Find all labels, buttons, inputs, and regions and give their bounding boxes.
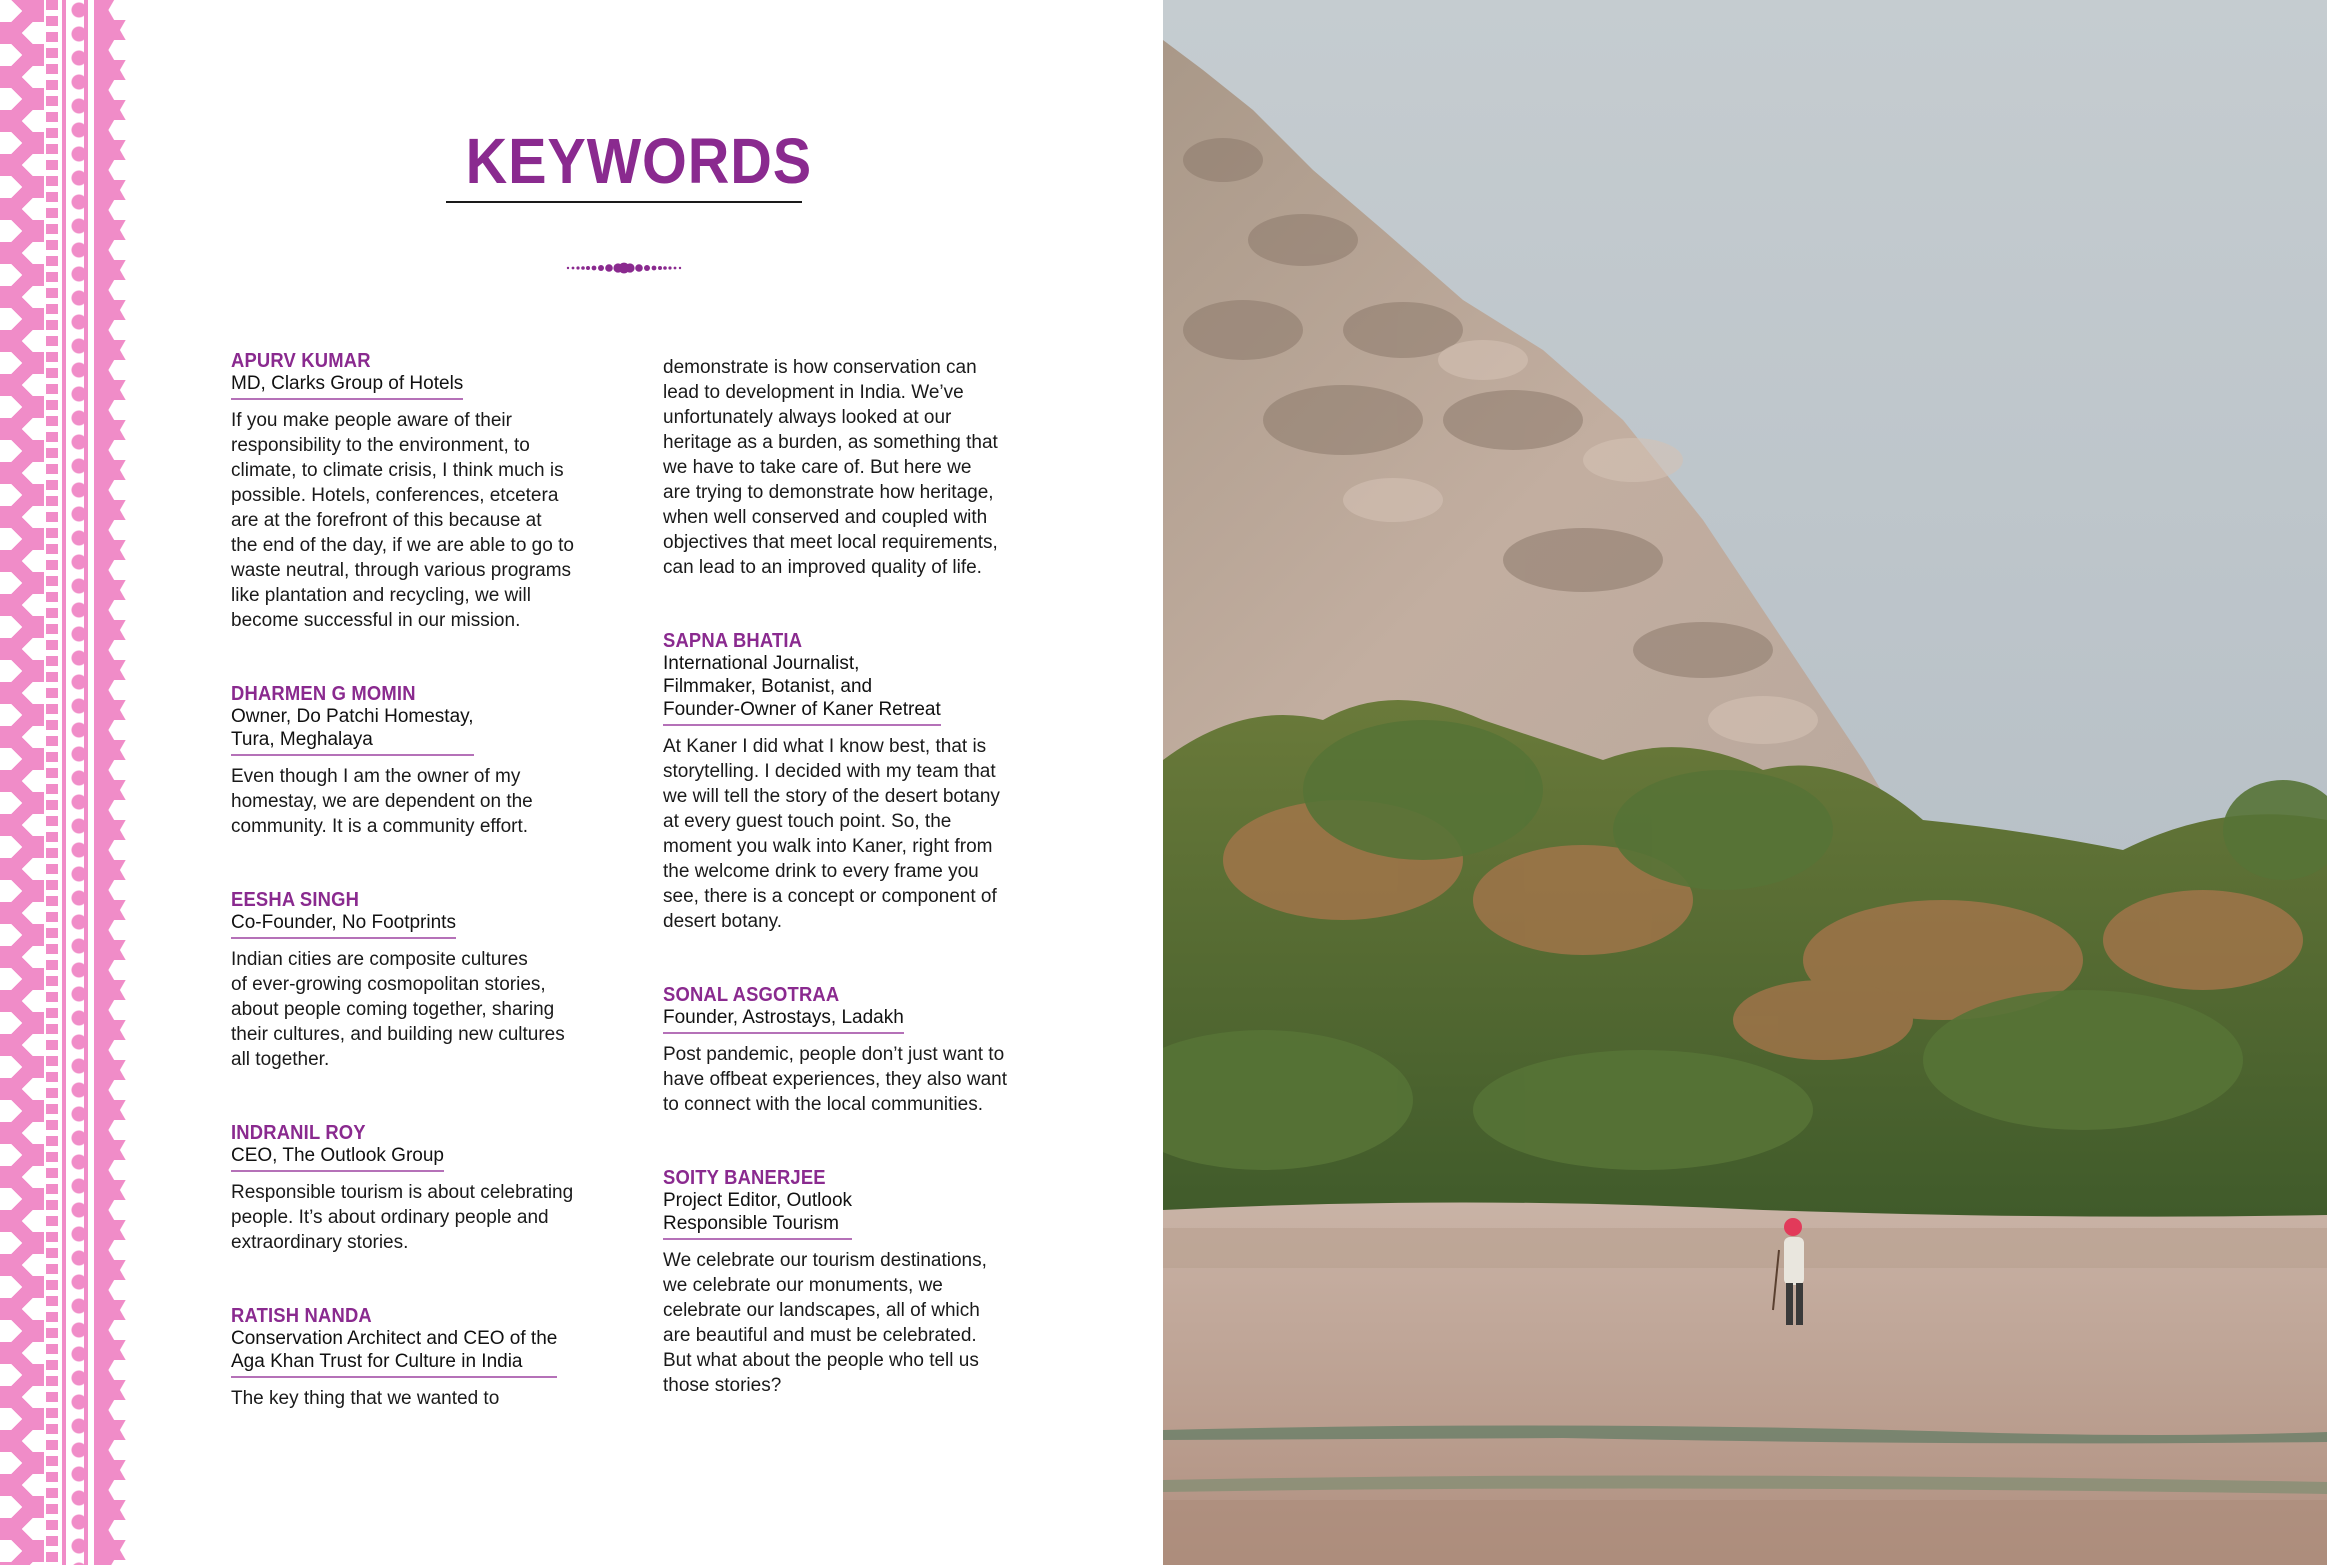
- speaker-role: MD, Clarks Group of Hotels: [231, 372, 463, 400]
- right-column: [663, 355, 1073, 1448]
- left-column: [231, 350, 631, 1461]
- quote-text: At Kaner I did what I know best, that is storytelling. I decided with my team that we will tell the story of the desert botany at every guest touch point. So, the moment you walk into Kaner, right from the welcome drink to every frame you see, there is a concept or component of desert botany.: [663, 736, 1000, 932]
- page-title: KEYWORDS: [465, 125, 813, 197]
- quote-entry: [663, 984, 1073, 1117]
- speaker-name: SONAL ASGOTRAA: [663, 984, 840, 1006]
- speaker-name: INDRANIL ROY: [231, 1122, 366, 1144]
- quote-entry: [663, 1167, 1073, 1398]
- quote-entry: [231, 1122, 631, 1255]
- quote-text: Post pandemic, people don’t just want to have offbeat experiences, they also want to connect with the local communities.: [663, 1044, 1007, 1115]
- speaker-role: International Journalist, Filmmaker, Botanist, and Founder-Owner of Kaner Retreat: [663, 652, 941, 726]
- stripe-pattern: [46, 0, 58, 1565]
- dot-pattern: [62, 0, 88, 1565]
- speaker-name: SOITY BANERJEE: [663, 1167, 826, 1189]
- landscape-illustration: [1163, 0, 2327, 1565]
- speaker-name: EESHA SINGH: [231, 889, 360, 911]
- quote-text: Indian cities are composite cultures of ever-growing cosmopolitan stories, about people coming together, sharing their cultures, and building new cultures all together.: [231, 949, 565, 1070]
- speaker-role: Owner, Do Patchi Homestay, Tura, Meghalaya: [231, 705, 474, 756]
- zigzag-pattern: [0, 0, 44, 1565]
- speaker-role: Conservation Architect and CEO of the Aga Khan Trust for Culture in India: [231, 1327, 557, 1378]
- speaker-role: CEO, The Outlook Group: [231, 1144, 444, 1172]
- quote-entry: [231, 889, 631, 1072]
- quote-entry: [231, 683, 631, 839]
- landscape-photo: [1163, 0, 2327, 1565]
- speaker-name: APURV KUMAR: [231, 350, 371, 372]
- quote-text-continued: demonstrate is how conservation can lead to development in India. We’ve unfortunately always looked at our heritage as a burden, as something that we have to take care of. But here we are trying to demonstrate how heritage, when well conserved and coupled with objectives that meet local requirements, can lead to an improved quality of life.: [663, 357, 998, 578]
- quote-entry: [231, 1305, 631, 1411]
- speaker-role: Project Editor, Outlook Responsible Tourism: [663, 1189, 852, 1240]
- solid-stripe: [94, 0, 104, 1565]
- quote-text: The key thing that we wanted to: [231, 1388, 500, 1409]
- speaker-role: Founder, Astrostays, Ladakh: [663, 1006, 904, 1034]
- quote-text: Even though I am the owner of my homestay, we are dependent on the community. It is a community effort.: [231, 766, 533, 837]
- speaker-name: SAPNA BHATIA: [663, 630, 803, 652]
- dot-ornament-icon: [566, 258, 682, 278]
- quote-entry: [663, 630, 1073, 934]
- title-underline: [446, 201, 802, 203]
- speaker-role: Co-Founder, No Footprints: [231, 911, 456, 939]
- decorative-border: [0, 0, 152, 1565]
- quote-text: Responsible tourism is about celebrating people. It’s about ordinary people and extraordinary stories.: [231, 1182, 574, 1253]
- triangle-pattern: [104, 0, 152, 1565]
- quote-text: If you make people aware of their responsibility to the environment, to climate, to climate crisis, I think much is possible. Hotels, conferences, etcetera are at the forefront of this because at the end of the day, if we are able to go to waste neutral, through various programs like plantation and recycling, we will become successful in our mission.: [231, 410, 574, 631]
- quote-text: We celebrate our tourism destinations, we celebrate our monuments, we celebrate our landscapes, all of which are beautiful and must be celebrated. But what about the people who tell us those stories?: [663, 1250, 987, 1396]
- speaker-name: RATISH NANDA: [231, 1305, 372, 1327]
- quote-entry: [231, 350, 631, 633]
- speaker-name: DHARMEN G MOMIN: [231, 683, 416, 705]
